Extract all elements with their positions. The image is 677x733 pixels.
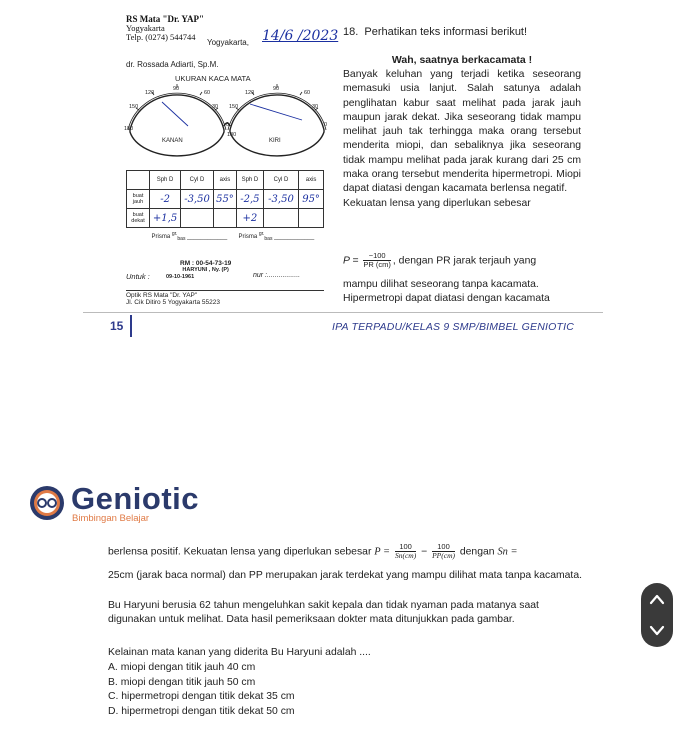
axis-label: 180 bbox=[227, 132, 237, 138]
table-header: Cyl D bbox=[181, 171, 214, 190]
axis-label: 180 bbox=[124, 126, 134, 132]
divider bbox=[126, 290, 324, 291]
rm-number: RM : 00-54-73-19 bbox=[180, 260, 232, 267]
brand-name: Geniotic bbox=[71, 481, 200, 516]
row-label-dekat: buat dekat bbox=[127, 209, 150, 228]
table-cell: -3,50 bbox=[263, 190, 298, 209]
table-header: Cyl D bbox=[263, 171, 298, 190]
table-cell: +1,5 bbox=[150, 209, 181, 228]
article-body: Banyak keluhan yang terjadi ketika seseorang memasuki usia lanjut. Salah satunya adalah penglihatan kabur saat melihat pada jarak jauh maupun jarak dekat. Jika seseorang tidak mampu melihat jauh tak terhingga maka orang tersebut menderita miopi, dan sebaliknya jika seseorang tidak mampu melihat pada jarak kurang dari 25 cm maka orang tersebut menderita hipermetropi. Miopi dapat diatasi dengan kacamata berlensa negatif. Kekuatan lensa yang diperlukan sebesar bbox=[343, 69, 581, 209]
option-b[interactable]: B. miopi dengan titik jauh 50 cm bbox=[108, 676, 256, 688]
axis-label: 120 bbox=[245, 90, 255, 96]
axis-label: 60 bbox=[204, 90, 211, 96]
axis-label: 0 bbox=[226, 122, 230, 128]
row-label-jauh: buat jauh bbox=[127, 190, 150, 209]
right-axis-line bbox=[250, 104, 302, 120]
answer-options bbox=[108, 661, 295, 719]
left-axis-line bbox=[162, 102, 188, 126]
paragraph-formula-cont: 25cm (jarak baca normal) dan PP merupakan jarak terdekat yang mampu dilihat mata tanpa kacamata. bbox=[108, 570, 582, 581]
axis-label: 90 bbox=[173, 86, 180, 92]
optik-info bbox=[126, 292, 220, 306]
axis-label: 150 bbox=[129, 104, 139, 110]
paragraph-formula: berlensa positif. Kekuatan lensa yang diperlukan sebesar P = $\frac{100}{Sn(cm)}$ − $\frac{100}{PP(cm)}$ dengan Sn = bbox=[108, 542, 518, 560]
axis-label: 60 bbox=[304, 90, 311, 96]
table-cell: 95° bbox=[299, 190, 324, 209]
frame-title: UKURAN KACA MATA bbox=[175, 74, 251, 83]
table-cell: -2,5 bbox=[236, 190, 263, 209]
kekuatan-text: Kekuatan lensa yang diperlukan sebesar bbox=[343, 197, 531, 209]
hospital-phone: Telp. (0274) 544744 bbox=[126, 32, 196, 42]
prisma-left: Prisma $^{gr.}_{bas}$ ____________ bbox=[151, 231, 228, 243]
page-divider bbox=[83, 312, 603, 313]
table-cell: +2 bbox=[236, 209, 263, 228]
untuk-label: Untuk : bbox=[126, 272, 150, 281]
axis-label: 30 bbox=[312, 104, 319, 110]
table-header: axis bbox=[299, 171, 324, 190]
page-number-bar bbox=[130, 315, 132, 337]
table-header: axis bbox=[213, 171, 236, 190]
lens-axis-diagram bbox=[124, 80, 330, 168]
prisma-right: Prisma $^{gr.}_{bas}$ ____________ bbox=[238, 231, 315, 243]
option-d[interactable]: D. hipermetropi dengan titik dekat 50 cm bbox=[108, 705, 295, 717]
geniotic-logo-icon bbox=[28, 484, 66, 522]
axis-label: 150 bbox=[229, 104, 239, 110]
optik-address: Jl. Cik Ditiro 5 Yogyakarta 55223 bbox=[126, 299, 220, 306]
kiri-label: KIRI bbox=[269, 138, 281, 144]
page-footer-text: IPA TERPADU/KELAS 9 SMP/BIMBEL GENIOTIC bbox=[332, 321, 574, 333]
question-stem: Kelainan mata kanan yang diderita Bu Haryuni adalah .... bbox=[108, 647, 371, 658]
table-cell: -2 bbox=[150, 190, 181, 209]
formula-miopi: P = $\frac{-100}{PR (cm)}$ , dengan PR jarak terjauh yang bbox=[343, 251, 537, 269]
prescription-header bbox=[126, 15, 204, 42]
patient-record bbox=[166, 260, 232, 281]
patient-dob: 09-10-1961 bbox=[166, 274, 195, 280]
nur-label: nur :................. bbox=[253, 272, 301, 279]
prescription-table bbox=[126, 170, 324, 246]
optik-name: Optik RS Mata "Dr. YAP" bbox=[126, 292, 198, 299]
table-corner bbox=[127, 171, 150, 190]
patient-name: HARYUNI , Ny. (P) bbox=[182, 267, 229, 273]
scroll-down-button[interactable] bbox=[641, 615, 673, 647]
table-header: Sph D bbox=[236, 171, 263, 190]
option-c[interactable]: C. hipermetropi dengan titik dekat 35 cm bbox=[108, 691, 295, 703]
paragraph-case: Bu Haryuni berusia 62 tahun mengeluhkan sakit kepala dan tidak nyaman pada matanya saat digunakan untuk melihat. Data hasil pemeriksaan dokter mata ditunjukkan pada gambar. bbox=[108, 600, 539, 625]
page-number: 15 bbox=[110, 319, 124, 333]
option-a[interactable]: A. miopi dengan titik jauh 40 cm bbox=[108, 662, 256, 673]
prescription-date-label: Yogyakarta, bbox=[207, 38, 249, 47]
chevron-up-icon bbox=[641, 583, 673, 615]
hospital-city: Yogyakarta bbox=[126, 23, 165, 33]
table-cell: 55° bbox=[213, 190, 236, 209]
article-tail: mampu dilihat seseorang tanpa kacamata. Hipermetropi dapat diatasi dengan kacamata bbox=[343, 279, 550, 305]
table-header: Sph D bbox=[150, 171, 181, 190]
scroll-up-button[interactable] bbox=[641, 583, 673, 615]
axis-label: 0 bbox=[324, 122, 328, 128]
hospital-name: RS Mata "Dr. YAP" bbox=[126, 14, 204, 24]
doctor-name: dr. Rossada Adiarti, Sp.M. bbox=[126, 60, 219, 69]
axis-label: 120 bbox=[145, 90, 155, 96]
kanan-label: KANAN bbox=[162, 138, 183, 144]
question-intro: 18. Perhatikan teks informasi berikut! bbox=[343, 26, 528, 38]
brand-tagline: Bimbingan Belajar bbox=[72, 513, 150, 524]
axis-label: 90 bbox=[273, 86, 280, 92]
chevron-down-icon bbox=[641, 615, 673, 647]
article-title: Wah, saatnya berkacamata ! bbox=[391, 54, 533, 66]
table-cell: -3,50 bbox=[181, 190, 214, 209]
axis-label: 30 bbox=[212, 104, 219, 110]
prescription-date-handwritten: 14/6 /2023 bbox=[262, 28, 339, 44]
